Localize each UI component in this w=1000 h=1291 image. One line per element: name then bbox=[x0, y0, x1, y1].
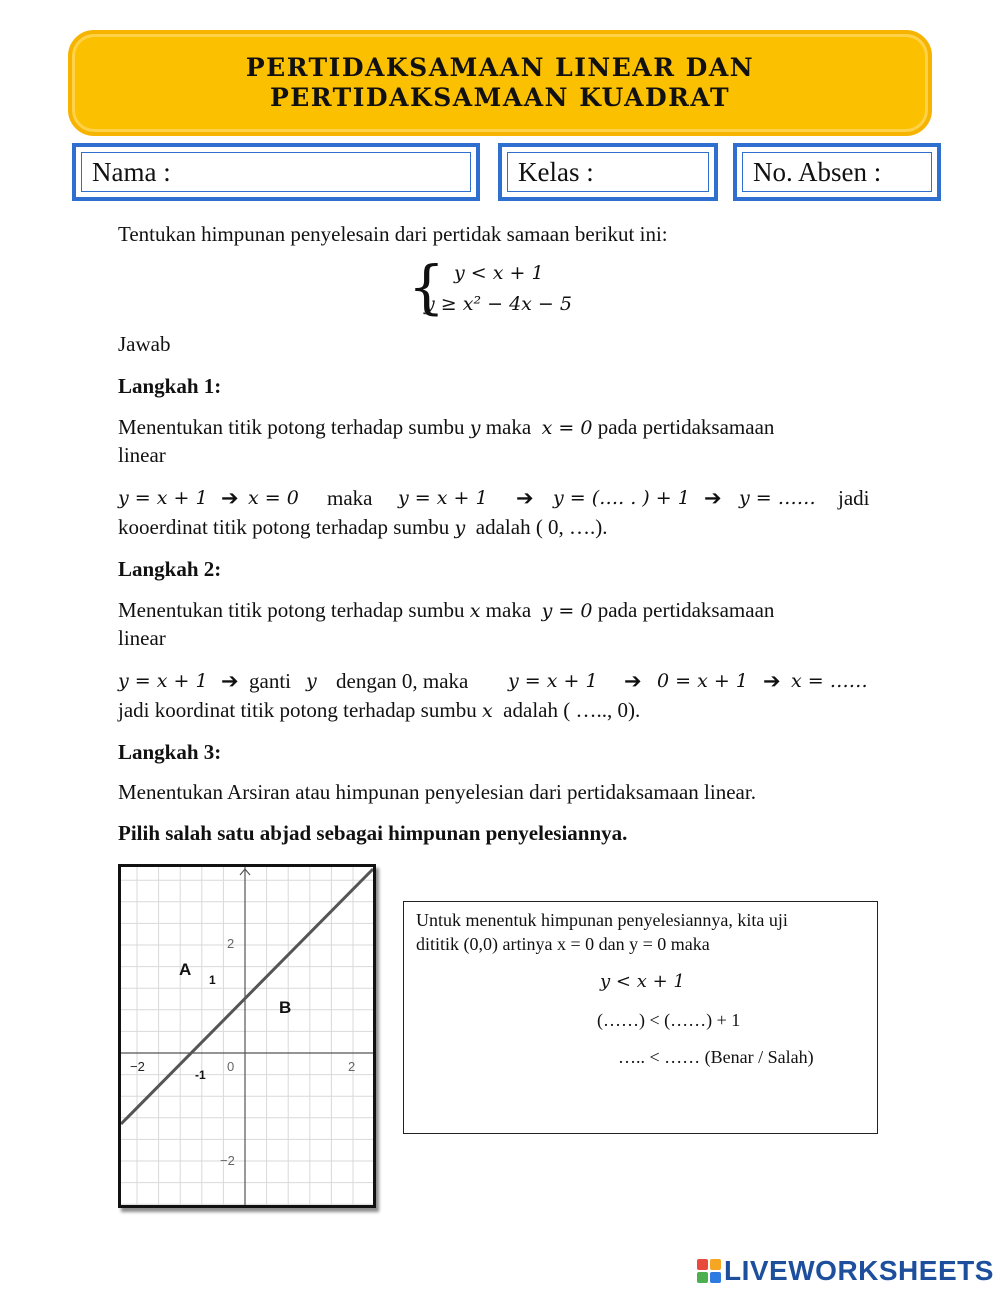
test-line-1: Untuk menentuk himpunan penyelesiannya, kita uji bbox=[416, 910, 788, 930]
step1-desc: Menentukan titik potong terhadap sumbu 𝑦 maka 𝑥 = 0 pada pertidaksamaan bbox=[118, 415, 775, 439]
title-line-1: PERTIDAKSAMAAN LINEAR DAN bbox=[245, 53, 755, 82]
step2-eq3: 0 = 𝑥 + 1 bbox=[657, 670, 748, 692]
region-b-label[interactable]: B bbox=[279, 998, 292, 1017]
system-eq1: 𝑦 < 𝑥 + 1 bbox=[454, 262, 544, 284]
step2-ganti: ganti bbox=[249, 669, 291, 693]
arrow-icon: ➔ bbox=[763, 669, 781, 693]
tick-x-neg: −2 bbox=[130, 1059, 145, 1074]
arrow-icon: ➔ bbox=[221, 486, 239, 510]
tick-x-pos: 2 bbox=[348, 1059, 356, 1074]
system-brace: { bbox=[408, 253, 445, 321]
name-label: Nama : bbox=[92, 156, 171, 187]
step1-eq1: 𝑦 = 𝑥 + 1 bbox=[118, 487, 208, 509]
grid-lines bbox=[121, 867, 373, 1205]
step1-eq4: 𝑦 = (…. . ) + 1 bbox=[553, 487, 690, 509]
logo-text: LIVEWORKSHEETS bbox=[724, 1255, 994, 1286]
step1-maka: maka bbox=[327, 486, 373, 510]
arrow-icon: ➔ bbox=[516, 486, 534, 510]
step2-title: Langkah 2: bbox=[118, 557, 222, 581]
step2-eq4: 𝑥 = …… bbox=[791, 670, 868, 692]
step3-title: Langkah 3: bbox=[118, 740, 222, 764]
test-line-2: dititik (0,0) artinya x = 0 dan y = 0 maka bbox=[416, 934, 710, 954]
title-line-2: PERTIDAKSAMAAN KUADRAT bbox=[269, 83, 731, 112]
tick-y-pos: 2 bbox=[227, 936, 235, 951]
step2-desc: Menentukan titik potong terhadap sumbu 𝑥 maka 𝑦 = 0 pada pertidaksamaan bbox=[118, 598, 775, 622]
step2-coord: jadi koordinat titik potong terhadap sumbu 𝑥 adalah ( ….., 0). bbox=[118, 698, 641, 722]
coordinate-graph bbox=[121, 867, 373, 1205]
system-eq2: 𝑦 ≥ 𝑥² − 4𝑥 − 5 bbox=[424, 293, 572, 315]
step2-eq2: 𝑦 = 𝑥 + 1 bbox=[508, 670, 598, 692]
step1-title: Langkah 1: bbox=[118, 374, 222, 398]
test-point-box bbox=[403, 901, 878, 1134]
test-inequality: 𝑦 < 𝑥 + 1 bbox=[600, 971, 685, 992]
step1-desc-cont: linear bbox=[118, 443, 166, 467]
class-field[interactable] bbox=[498, 143, 718, 201]
tick-x-zero: 0 bbox=[227, 1059, 235, 1074]
absen-field[interactable] bbox=[733, 143, 941, 201]
step3-desc: Menentukan Arsiran atau himpunan penyelesian dari pertidaksamaan linear. bbox=[118, 780, 756, 804]
step2-desc-cont: linear bbox=[118, 626, 166, 650]
logo-grid-icon bbox=[697, 1259, 721, 1283]
intercept-label-neg1: -1 bbox=[195, 1068, 206, 1082]
test-substitution[interactable]: (……) < (……) + 1 bbox=[597, 1010, 741, 1030]
title-banner bbox=[68, 30, 932, 136]
step1-coord: kooerdinat titik potong terhadap sumbu 𝑦 adalah ( 0, ….). bbox=[118, 515, 608, 539]
name-field[interactable] bbox=[72, 143, 480, 201]
intro-text: Tentukan himpunan penyelesain dari pertidak samaan berikut ini: bbox=[118, 222, 668, 246]
step1-eq5: 𝑦 = …… bbox=[739, 487, 816, 509]
absen-label: No. Absen : bbox=[753, 157, 882, 187]
arrow-icon: ➔ bbox=[624, 669, 642, 693]
arrow-icon: ➔ bbox=[221, 669, 239, 693]
step2-y: 𝑦 bbox=[306, 670, 317, 692]
graph-panel bbox=[118, 864, 376, 1208]
region-a-label[interactable]: A bbox=[179, 960, 192, 979]
step1-eq2: 𝑥 = 0 bbox=[248, 487, 299, 509]
step1-jadi: jadi bbox=[838, 486, 870, 510]
intercept-label-1: 1 bbox=[209, 973, 216, 987]
step2-dengan: dengan 0, maka bbox=[336, 669, 469, 693]
step3-instruction: Pilih salah satu abjad sebagai himpunan penyelesiannya. bbox=[118, 821, 628, 845]
step1-eq3: 𝑦 = 𝑥 + 1 bbox=[398, 487, 488, 509]
jawab-label: Jawab bbox=[118, 332, 171, 356]
step2-eq1: 𝑦 = 𝑥 + 1 bbox=[118, 670, 208, 692]
liveworksheets-logo bbox=[697, 1255, 994, 1287]
tick-y-neg: −2 bbox=[220, 1153, 235, 1168]
test-result[interactable]: ….. < …… (Benar / Salah) bbox=[618, 1047, 814, 1067]
class-label: Kelas : bbox=[518, 156, 594, 187]
arrow-icon: ➔ bbox=[704, 486, 722, 510]
